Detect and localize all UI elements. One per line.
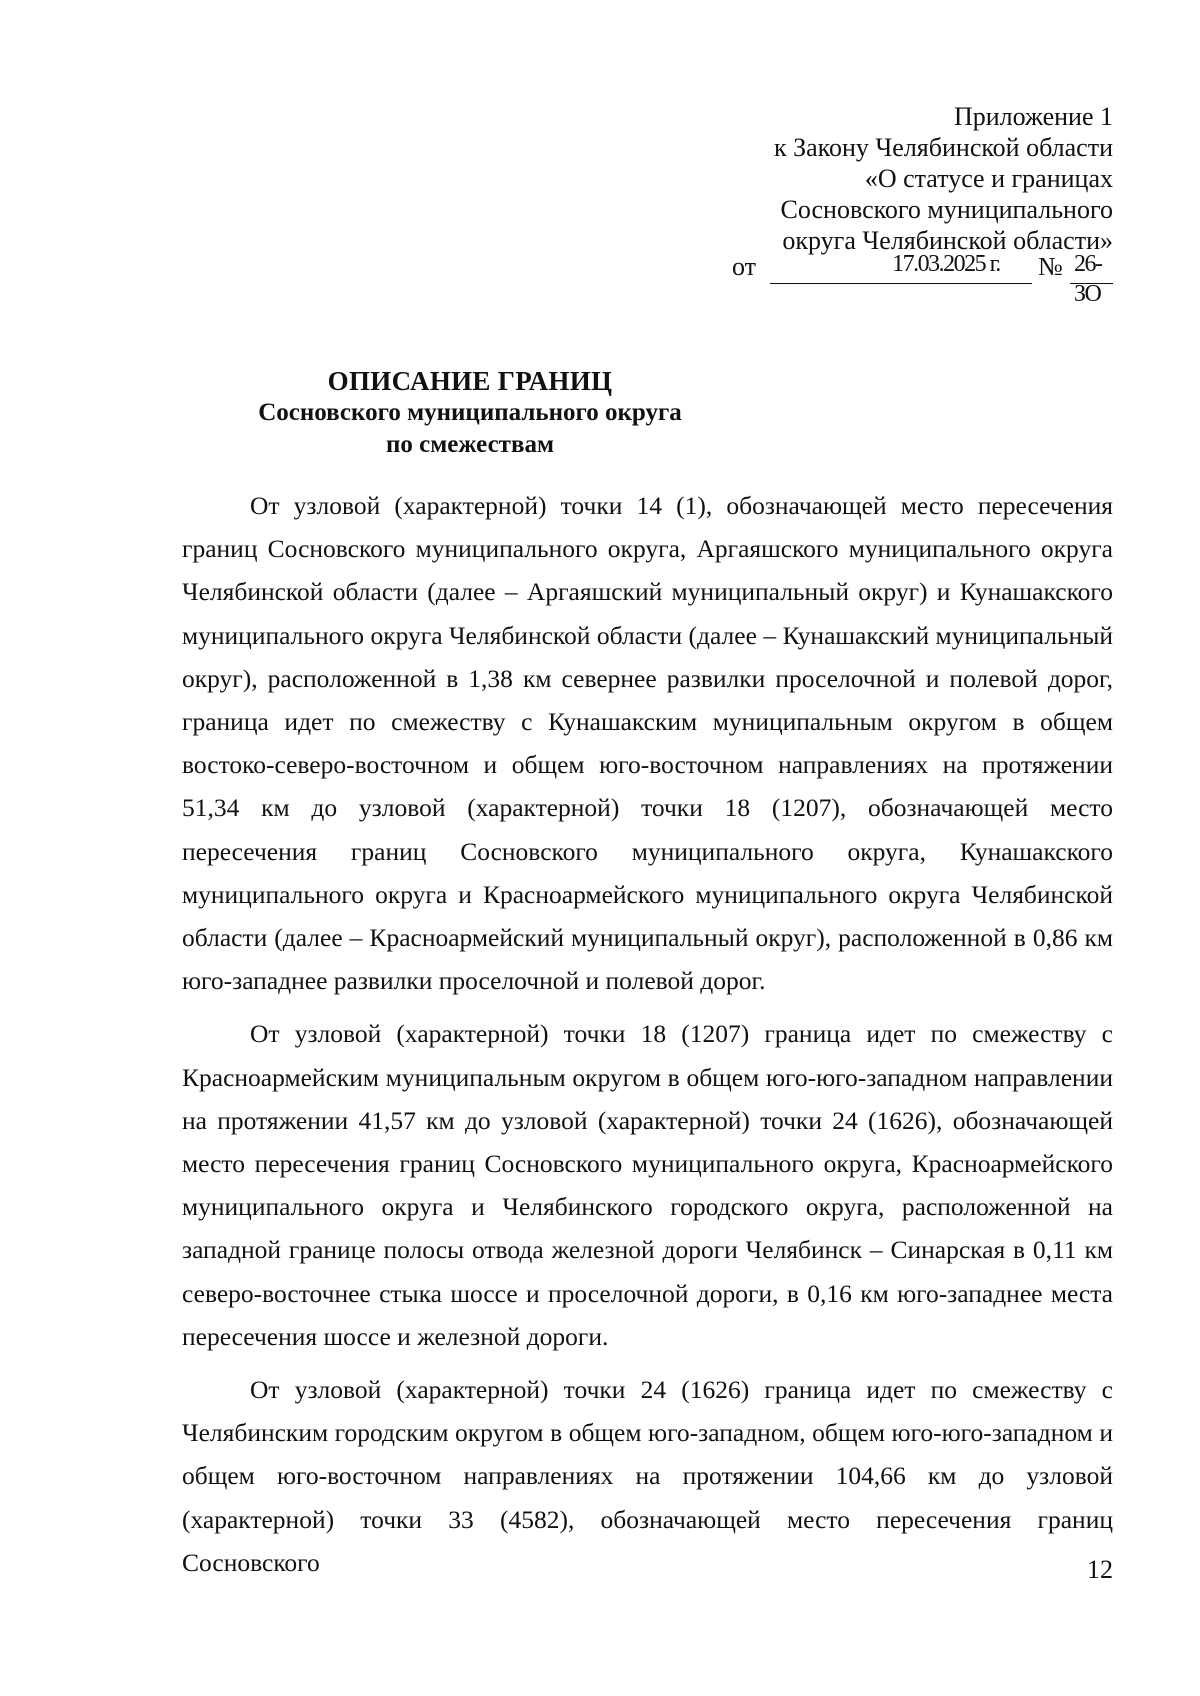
heading-subtitle: по смежествам [386,431,554,458]
number-field [1070,251,1113,307]
date-prefix: от [732,252,757,281]
paragraph: От узловой (характерной) точки 14 (1), обозначающей место пересечения границ Сосновского муниципального округа, Аргаяшского муниципального округа Челябинской области (далее – Аргаяшский муниципальный округ) и Кунашакского муниципального округа Челябинской области (далее – Кунашакский муниципальный округ), расположенной в 1,38 км севернее развилки проселочной и полевой дорог, граница идет по смежеству с Кунашакским муниципальным округом в общем востоко-северо-восточном и общем юго-восточном направлениях на протяжении 51,34 км до узловой (характерной) точки 18 (1207), обозначающей место пересечения границ Сосновского муниципального округа, Кунашакского муниципального округа и Красноармейского муниципального округа Челябинской области (далее – Красноармейский муниципальный округ), расположенной в 0,86 км юго-западнее развилки проселочной и полевой дорог. [182,491,1113,996]
appendix-line: «О статусе и границах [864,164,1113,193]
appendix-line: Приложение 1 [953,102,1113,131]
heading-subtitle: Сосновского муниципального округа [258,399,682,426]
date-value: 17.03.2025 г. [892,251,1000,277]
heading-title: ОПИСАНИЕ ГРАНИЦ [327,366,613,396]
date-field [770,252,1032,284]
number-value: 26-ЗО [1074,251,1102,307]
appendix-header [553,101,1113,256]
number-prefix: № [1038,252,1063,281]
appendix-line: округа Челябинской области» [782,226,1113,255]
paragraph: От узловой (характерной) точки 24 (1626) граница идет по смежеству с Челябинским городским округом в общем юго-западном, общем юго-юго-западном и общем юго-восточном направлениях на протяжении 104,66 км до узловой (характерной) точки 33 (4582), обозначающей место пересечения границ Сосновского [182,1375,1113,1577]
document-heading [180,365,760,461]
appendix-line: Сосновского муниципального [780,195,1113,224]
paragraph: От узловой (характерной) точки 18 (1207) граница идет по смежеству с Красноармейским муниципальным округом в общем юго-юго-западном направлении на протяжении 41,57 км до узловой (характерной) точки 24 (1626), обозначающей место пересечения границ Сосновского муниципального округа, Красноармейского муниципального округа и Челябинского городского округа, расположенной на западной границе полосы отвода железной дороги Челябинск – Синарская в 0,11 км северо-восточнее стыка шоссе и проселочной дороги, в 0,16 км юго-западнее места пересечения шоссе и железной дороги. [182,1019,1113,1351]
law-date-number-line [732,251,1113,307]
page-number: 12 [1087,1555,1113,1584]
body-text [182,484,1113,1594]
appendix-line: к Закону Челябинской области [773,133,1113,162]
